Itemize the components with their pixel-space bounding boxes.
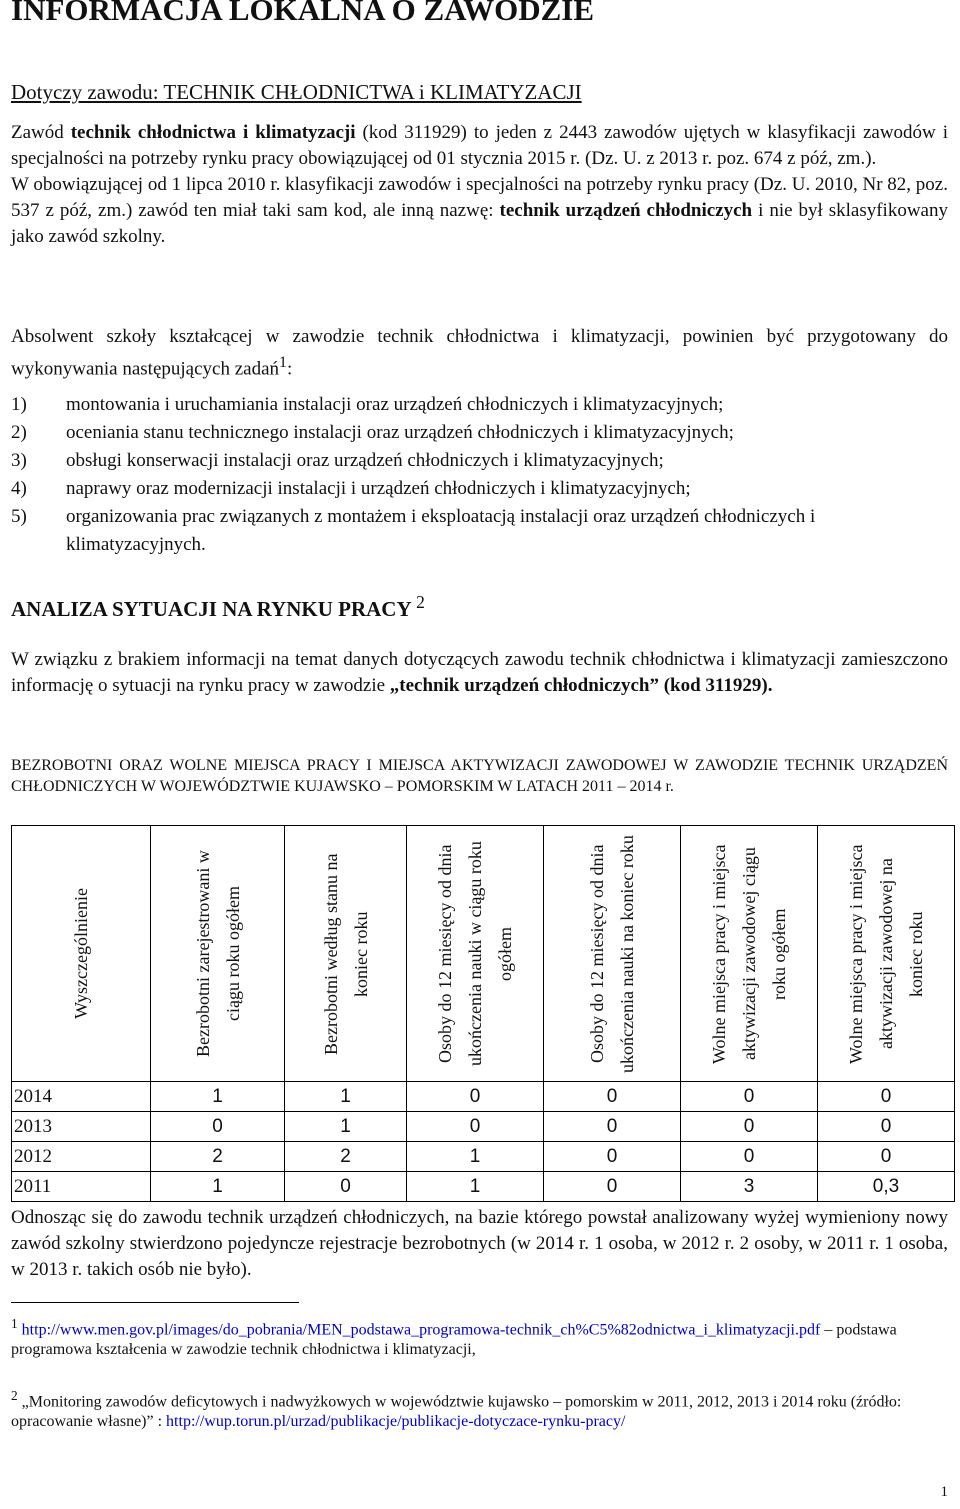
table-cell: 1: [151, 1082, 285, 1112]
table-cell: 0: [818, 1082, 955, 1112]
column-header: Wolne miejsca pracy i miejsca aktywizacji zawodowej ciągu roku ogółem: [681, 826, 818, 1082]
table-cell: 1: [151, 1172, 285, 1202]
column-header: Bezrobotni według stanu na koniec roku: [285, 826, 407, 1082]
table-cell: 1: [285, 1112, 407, 1142]
column-header: Wyszczególnienie: [12, 826, 151, 1082]
table-cell: 2: [285, 1142, 407, 1172]
footnote-rule: [11, 1302, 299, 1303]
table-row: [12, 1142, 955, 1172]
page-title: INFORMACJA LOKALNA O ZAWODZIE: [11, 0, 595, 27]
intro: Zawód technik chłodnictwa i klimatyzacji (kod 311929) to jeden z 2443 zawodów ujętych w klasyfikacji zawodów i specjalności na potrzeby rynku pracy obowiązującej od 01 stycznia 2015 r. (Dz. U. z 2013 r. poz. 674 z póź, zm.). W obowiązującej od 1 lipca 2010 r. klasyfikacji zawodów i specjalności na potrzeby rynku pracy (Dz. U. 2010, Nr 82, poz. 537 z póź, zm.) zawód ten miał taki sam kod, ale inną nazwę: technik urządzeń chłodniczych i nie był sklasyfikowany jako zawód szkolny.: [11, 122, 949, 247]
table-cell: 1: [407, 1172, 544, 1202]
task-item: 4) naprawy oraz modernizacji instalacji i urządzeń chłodniczych i klimatyzacyjnych;: [11, 478, 691, 499]
task-list: [11, 391, 948, 559]
data-table: [11, 825, 955, 1202]
task-item: 2) oceniania stanu technicznego instalacji oraz urządzeń chłodniczych i klimatyzacyjnych;: [11, 422, 734, 443]
table-cell: 0,3: [818, 1172, 955, 1202]
analysis-paragraph: W związku z brakiem informacji na temat danych dotyczących zawodu technik chłodnictwa i klimatyzacji zamieszczono informację o sytuacji na rynku pracy w zawodzie „technik urządzeń chłodniczych” (kod 311929).: [11, 649, 948, 696]
table-cell: 0: [818, 1142, 955, 1172]
table-cell: 0: [544, 1082, 681, 1112]
footnote-2-link[interactable]: http://wup.torun.pl/urzad/publikacje/publikacje-dotyczace-rynku-pracy/: [166, 1413, 626, 1431]
conclusion: Odnosząc się do zawodu technik urządzeń chłodniczych, na bazie którego powstał analizowany wyżej wymieniony nowy zawód szkolny stwierdzono pojedyncze rejestracje bezrobotnych (w 2014 r. 1 osoba, w 2012 r. 2 osoby, w 2011 r. 1 osoba, w 2013 r. takich osób nie było).: [11, 1207, 948, 1280]
table-cell: 0: [681, 1142, 818, 1172]
graduate-paragraph: Absolwent szkoły kształcącej w zawodzie technik chłodnictwa i klimatyzacji, powinien być przygotowany do wykonywania następujących zadań$^1$:: [11, 326, 948, 380]
table-cell: 0: [544, 1112, 681, 1142]
table-cell: 0: [151, 1112, 285, 1142]
footnote-2: $^2$ „Monitoring zawodów deficytowych i nadwyżkowych w województwie kujawsko – pomorskim w 2011, 2012, 2013 i 2014 roku (źródło: opracowanie własne)” : http://wup.torun.pl/urzad/publikacje/publikacje-dotyczace-rynku-pracy/: [11, 1388, 902, 1431]
table-row: [12, 1082, 955, 1112]
footnote-1-link[interactable]: http://www.men.gov.pl/images/do_pobrania/MEN_podstawa_programowa-technik_ch%C5%82odnictwa_i_klimatyzacji.pdf: [21, 1321, 821, 1339]
table-cell: 3: [681, 1172, 818, 1202]
table-cell: 0: [544, 1172, 681, 1202]
task-item: 5) organizowania prac związanych z montażem i eksploatacją instalacji oraz urządzeń chłodniczych i klimatyzacyjnych.: [11, 506, 816, 555]
table-cell: 0: [681, 1112, 818, 1142]
table-cell: 1: [285, 1082, 407, 1112]
row-year: 2014: [12, 1082, 151, 1112]
column-header: Osoby do 12 miesięcy od dnia ukończenia nauki w ciągu roku ogółem: [407, 826, 544, 1082]
row-year: 2012: [12, 1142, 151, 1172]
table-cell: 0: [407, 1082, 544, 1112]
table-cell: 0: [407, 1112, 544, 1142]
table-cell: 0: [818, 1112, 955, 1142]
page-number: 1: [940, 1484, 948, 1500]
task-item: 3) obsługi konserwacji instalacji oraz urządzeń chłodniczych i klimatyzacyjnych;: [11, 450, 664, 471]
table-cell: 0: [285, 1172, 407, 1202]
table-cell: 0: [681, 1082, 818, 1112]
subtitle: Dotyczy zawodu: TECHNIK CHŁODNICTWA i KLIMATYZACJI: [11, 80, 582, 104]
table-caption: BEZROBOTNI ORAZ WOLNE MIEJSCA PRACY I MIEJSCA AKTYWIZACJI ZAWODOWEJ W ZAWODZIE TECHNIK URZĄDZEŃ CHŁODNICZYCH W WOJEWÓDZTWIE KUJAWSKO – POMORSKIM W LATACH 2011 – 2014 r.: [11, 757, 948, 795]
section-heading: ANALIZA SYTUACJI NA RYNKU PRACY $^2$: [11, 592, 425, 621]
column-header: Bezrobotni zarejestrowani w ciągu roku ogółem: [151, 826, 285, 1082]
row-year: 2013: [12, 1112, 151, 1142]
table-row: [12, 1112, 955, 1142]
footnote-1: $^1$ http://www.men.gov.pl/images/do_pobrania/MEN_podstawa_programowa-technik_ch%C5%82odnictwa_i_klimatyzacji.pdf – podstawa programowa kształcenia w zawodzie technik chłodnictwa i klimatyzacji,: [11, 1316, 897, 1359]
table-cell: 0: [544, 1142, 681, 1172]
row-year: 2011: [12, 1172, 151, 1202]
table-cell: 2: [151, 1142, 285, 1172]
table-cell: 1: [407, 1142, 544, 1172]
table-row: [12, 1172, 955, 1202]
column-header: Wolne miejsca pracy i miejsca aktywizacji zawodowej na koniec roku: [818, 826, 955, 1082]
column-header: Osoby do 12 miesięcy od dnia ukończenia nauki na koniec roku: [544, 826, 681, 1082]
task-item: 1) montowania i uruchamiania instalacji oraz urządzeń chłodniczych i klimatyzacyjnych;: [11, 394, 724, 415]
